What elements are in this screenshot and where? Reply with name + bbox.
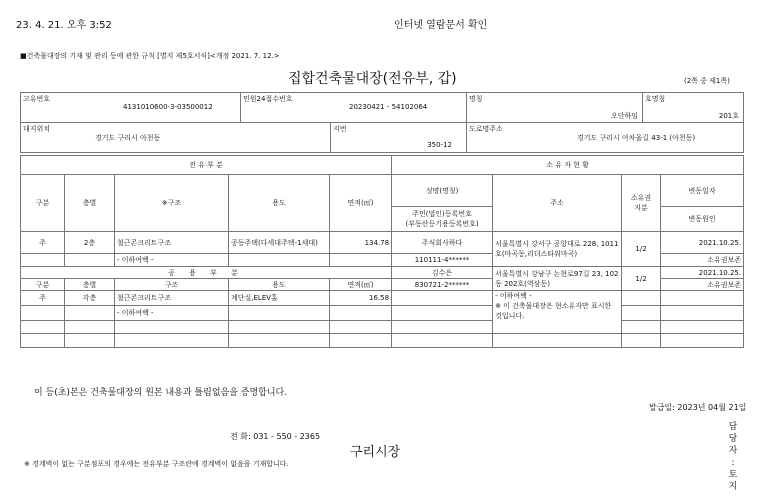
owner-2-regnum: 830721-2****** (392, 279, 493, 291)
owner-1-address: 서울특별시 강서구 공항대로 228, 1011호(마곡동,리더스타워마곡) (493, 232, 622, 267)
page-info: (2쪽 중 제1쪽) (684, 77, 730, 85)
petition-value: 20230421 - 54102064 (349, 103, 428, 111)
building-name-label: 명칭 (469, 95, 483, 103)
unique-id-cell (21, 93, 241, 123)
side-char: 지 (728, 482, 738, 492)
col-area-header: 면적(㎡) (330, 175, 392, 232)
col-change-reason-header: 변동원인 (661, 207, 744, 232)
side-char: : (731, 458, 735, 468)
col-use-header: 용도 (229, 175, 330, 232)
issuer-side-note (728, 421, 738, 493)
side-char: 자 (728, 446, 738, 456)
exclusive-row-area: 134.78 (330, 232, 392, 254)
owner-2-share: 1/2 (622, 267, 661, 291)
owner-note: ※ 이 건축물대장은 현소유자만 표시한 것입니다. (495, 302, 612, 320)
empty-cell (392, 334, 493, 348)
col-owner-name-header: 성명(명칭) (392, 175, 493, 207)
empty-cell (493, 334, 622, 348)
owner-2-address: 서울특별시 강남구 논현로97길 23, 102동 202호(역삼동) (493, 267, 622, 291)
lot-number-label: 지번 (333, 125, 347, 133)
col-structure-header: ※구조 (115, 175, 229, 232)
col-regnum-header-line2: (부동산등기용등록번호) (405, 220, 479, 228)
empty-cell (661, 334, 744, 348)
site-location-cell (21, 123, 331, 153)
common-col-floor-header: 층별 (65, 279, 115, 291)
empty-cell (330, 306, 392, 321)
petition-cell (241, 93, 467, 123)
browser-title: 인터넷 열람문서 확인 (394, 20, 488, 31)
empty-cell (229, 254, 330, 267)
road-address-label: 도로명주소 (469, 125, 503, 133)
building-name-cell (467, 93, 643, 123)
empty-cell (21, 306, 65, 321)
lot-number-value: 350-12 (427, 141, 452, 149)
common-below-marker: - 이하여백 - (115, 306, 229, 321)
site-location-value: 경기도 구리시 아천동 (95, 134, 161, 142)
owner-below-marker: - 이하여백 - (495, 292, 532, 300)
empty-cell (115, 334, 229, 348)
empty-cell (622, 291, 661, 306)
empty-cell (392, 306, 493, 321)
side-char: 담 (728, 422, 738, 432)
exclusive-row-use: 공동주택(다세대주택-1세대) (229, 232, 330, 254)
regulation-line: ■건축물대장의 기재 및 관리 등에 관한 규칙 [별지 제5호서식]<개정 2021. 7. 12.> (20, 52, 280, 60)
empty-cell (661, 306, 744, 321)
issue-date: 발급일: 2023년 04월 21일 (649, 403, 747, 412)
site-location-label: 대지위치 (23, 125, 51, 133)
empty-cell (65, 321, 115, 334)
common-row-structure: 철근콘크리트구조 (115, 291, 229, 306)
unit-name-cell (643, 93, 744, 123)
road-address-cell (467, 123, 744, 153)
unit-name-value: 201호 (718, 112, 739, 120)
unit-name-label: 호명칭 (645, 95, 666, 103)
col-regnum-header (392, 207, 493, 232)
col-share-header (622, 175, 661, 232)
common-col-structure-header: 구조 (115, 279, 229, 291)
side-char: 토 (728, 470, 738, 480)
building-info-table (20, 92, 744, 153)
petition-label: 민원24접수번호 (243, 95, 293, 103)
empty-cell (661, 291, 744, 306)
owner-2-name: 김수은 (392, 267, 493, 279)
unique-id-label: 고유번호 (23, 95, 51, 103)
issuer-name: 구리시장 (350, 445, 401, 460)
lot-number-cell (331, 123, 467, 153)
side-char: 당 (728, 434, 738, 444)
register-table (20, 155, 744, 348)
common-row-use: 계단실,ELEV홀 (229, 291, 330, 306)
col-regnum-header-line1: 주민(법인)등록번호 (412, 210, 472, 218)
empty-cell (21, 334, 65, 348)
owner-1-change-date: 2021.10.25. (661, 232, 744, 254)
empty-cell (65, 254, 115, 267)
empty-cell (229, 306, 330, 321)
empty-cell (622, 306, 661, 321)
col-share-header-line1: 소유권 (630, 194, 652, 202)
empty-cell (392, 291, 493, 306)
exclusive-row-structure: 철근콘크리트구조 (115, 232, 229, 254)
empty-cell (65, 334, 115, 348)
common-row-type: 주 (21, 291, 65, 306)
col-change-date-header: 변동일자 (661, 175, 744, 207)
empty-cell (229, 321, 330, 334)
common-col-type-header: 구분 (21, 279, 65, 291)
common-col-use-header: 용도 (229, 279, 330, 291)
document-title: 집합건축물대장(전유부, 갑) (288, 71, 457, 87)
empty-cell (392, 321, 493, 334)
owner-1-regnum: 110111-4****** (392, 254, 493, 267)
exclusive-below-marker: - 이하여백 - (115, 254, 229, 267)
col-type-header: 구분 (21, 175, 65, 232)
owner-1-name: 주식회사하다 (392, 232, 493, 254)
unique-id-value: 4131010600-3-03500012 (123, 103, 213, 111)
empty-cell (622, 334, 661, 348)
common-col-area-header: 면적(㎡) (330, 279, 392, 291)
col-share-header-line2: 지분 (634, 204, 648, 212)
col-floor-header: 층별 (65, 175, 115, 232)
exclusive-row-type: 주 (21, 232, 65, 254)
owner-section-header: 소 유 자 현 황 (392, 156, 744, 175)
print-timestamp: 23. 4. 21. 오후 3:52 (16, 20, 112, 31)
owner-1-change-reason: 소유권보존 (661, 254, 744, 267)
common-row-area: 16.58 (330, 291, 392, 306)
owner-2-change-reason: 소유권보존 (661, 279, 744, 291)
empty-cell (21, 321, 65, 334)
col-address-header: 주소 (493, 175, 622, 232)
empty-cell (330, 254, 392, 267)
owner-1-share: 1/2 (622, 232, 661, 267)
empty-cell (229, 334, 330, 348)
owner-remarks (493, 291, 622, 334)
common-row-floor: 각층 (65, 291, 115, 306)
empty-cell (21, 254, 65, 267)
owner-2-change-date: 2021.10.25. (661, 267, 744, 279)
road-address-value: 경기도 구리시 아차울길 43-1 (아천동) (577, 134, 696, 142)
building-name-value: 오단하임 (610, 112, 638, 120)
empty-cell (330, 334, 392, 348)
empty-cell (330, 321, 392, 334)
exclusive-row-floor: 2층 (65, 232, 115, 254)
certification-text: 이 등(초)본은 건축물대장의 원본 내용과 틀림없음을 증명합니다. (34, 388, 288, 398)
empty-cell (661, 321, 744, 334)
empty-cell (115, 321, 229, 334)
exclusive-section-header: 전 유 부 분 (21, 156, 392, 175)
common-section-header: 공 용 부 분 (21, 267, 392, 279)
phone-number: 전 화: 031 - 550 - 2365 (230, 432, 321, 441)
empty-cell (65, 306, 115, 321)
footer-note: ※ 경계벽이 없는 구분점포의 경우에는 전유부분 구조란에 경계벽이 없음을 기재합니다. (24, 460, 289, 468)
empty-cell (622, 321, 661, 334)
